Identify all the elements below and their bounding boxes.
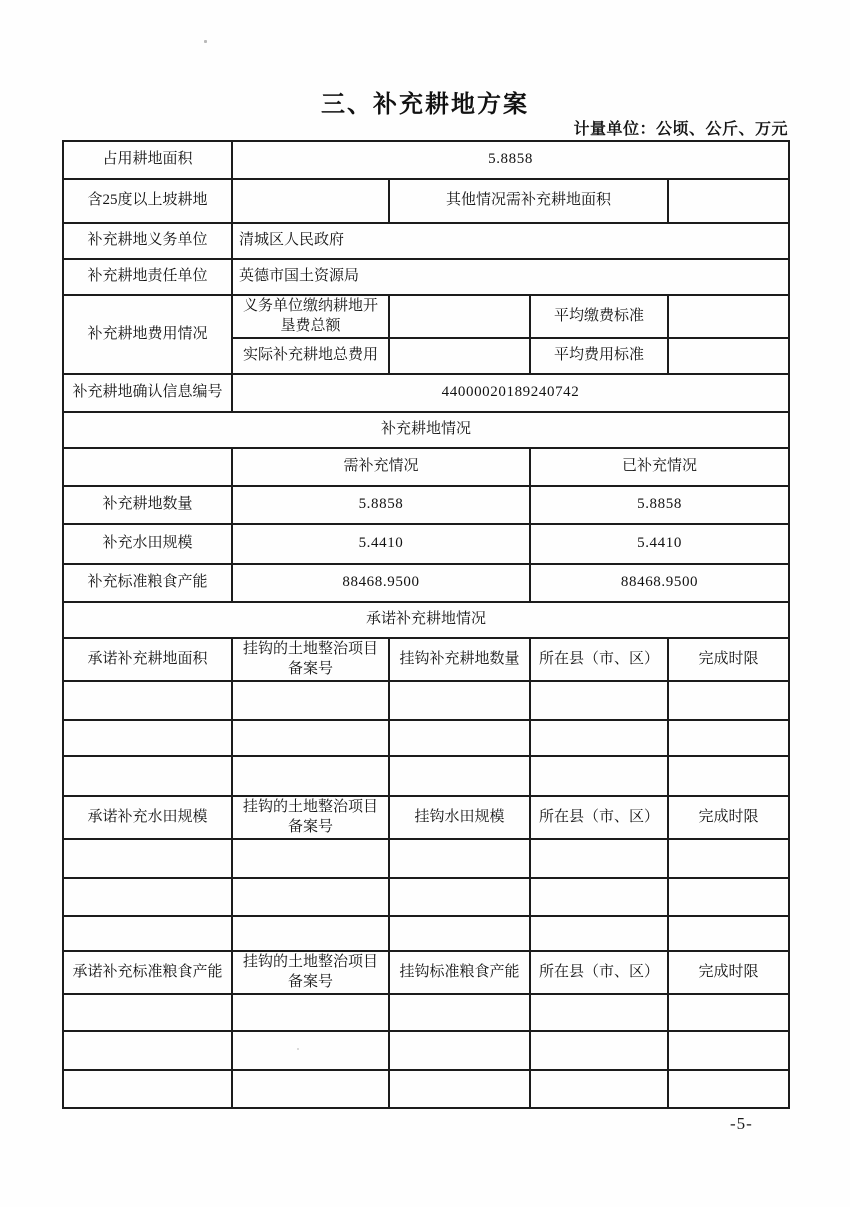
empty-cell — [530, 756, 668, 796]
empty-cell — [63, 756, 232, 796]
table-row — [63, 951, 789, 994]
fee-item-label: 实际补充耕地总费用 — [232, 338, 389, 374]
empty-cell — [530, 1031, 668, 1070]
commitment-column-header: 挂钩的土地整治项目备案号 — [232, 638, 389, 681]
commitment-column-header: 所在县（市、区） — [530, 638, 668, 681]
empty-cell — [63, 839, 232, 878]
empty-cell — [668, 756, 789, 796]
empty-cell — [63, 681, 232, 720]
supplement-row-label: 补充耕地数量 — [63, 486, 232, 524]
completed-value: 88468.9500 — [530, 564, 789, 602]
empty-cell — [389, 720, 530, 756]
commitment-column-header: 挂钩的土地整治项目备案号 — [232, 951, 389, 994]
scan-speck — [204, 40, 207, 43]
commitment-column-header: 完成时限 — [668, 951, 789, 994]
fee-item-value — [389, 295, 530, 338]
table-row — [63, 374, 789, 412]
responsibility-unit-label: 补充耕地责任单位 — [63, 259, 232, 295]
slope-land-label: 含25度以上坡耕地 — [63, 179, 232, 223]
needed-column-header: 需补充情况 — [232, 448, 530, 486]
empty-cell — [63, 448, 232, 486]
empty-cell — [668, 839, 789, 878]
needed-value: 5.8858 — [232, 486, 530, 524]
commitment-column-header: 挂钩水田规模 — [389, 796, 530, 839]
empty-cell — [389, 839, 530, 878]
occupied-area-value: 5.8858 — [232, 141, 789, 179]
commitment-section-header: 承诺补充耕地情况 — [63, 602, 789, 638]
empty-cell — [668, 878, 789, 916]
empty-cell — [668, 1070, 789, 1108]
table-row — [63, 756, 789, 796]
empty-cell — [668, 720, 789, 756]
table-row — [63, 259, 789, 295]
table-row — [63, 916, 789, 951]
other-supplement-value — [668, 179, 789, 223]
table-row — [63, 448, 789, 486]
table-row — [63, 564, 789, 602]
commitment-column-header: 挂钩补充耕地数量 — [389, 638, 530, 681]
table-row — [63, 796, 789, 839]
fee-standard-label: 平均缴费标准 — [530, 295, 668, 338]
table-row — [63, 602, 789, 638]
confirmation-number-value: 44000020189240742 — [232, 374, 789, 412]
commitment-column-header: 承诺补充标准粮食产能 — [63, 951, 232, 994]
fee-standard-label: 平均费用标准 — [530, 338, 668, 374]
completed-value: 5.8858 — [530, 486, 789, 524]
empty-cell — [232, 681, 389, 720]
empty-cell — [389, 1070, 530, 1108]
other-supplement-label: 其他情况需补充耕地面积 — [389, 179, 668, 223]
commitment-column-header: 所在县（市、区） — [530, 951, 668, 994]
empty-cell — [63, 1070, 232, 1108]
fee-standard-value — [668, 295, 789, 338]
empty-cell — [530, 1070, 668, 1108]
empty-cell — [389, 878, 530, 916]
empty-cell — [530, 878, 668, 916]
needed-value: 5.4410 — [232, 524, 530, 564]
empty-cell — [530, 839, 668, 878]
commitment-column-header: 所在县（市、区） — [530, 796, 668, 839]
fee-item-value — [389, 338, 530, 374]
needed-value: 88468.9500 — [232, 564, 530, 602]
commitment-column-header: 挂钩的土地整治项目备案号 — [232, 796, 389, 839]
commitment-column-header: 挂钩标准粮食产能 — [389, 951, 530, 994]
supplement-row-label: 补充水田规模 — [63, 524, 232, 564]
empty-cell — [63, 994, 232, 1031]
empty-cell — [389, 681, 530, 720]
table-row — [63, 1031, 789, 1070]
commitment-column-header: 完成时限 — [668, 796, 789, 839]
page-number: -5- — [730, 1114, 753, 1133]
table-row — [63, 141, 789, 179]
table-row — [63, 295, 789, 338]
empty-cell — [232, 720, 389, 756]
empty-cell — [668, 994, 789, 1031]
supplement-section-header: 补充耕地情况 — [63, 412, 789, 448]
table-row — [63, 839, 789, 878]
slope-land-value — [232, 179, 389, 223]
empty-cell — [668, 916, 789, 951]
empty-cell — [389, 994, 530, 1031]
empty-cell — [232, 839, 389, 878]
table-row — [63, 486, 789, 524]
empty-cell — [530, 681, 668, 720]
empty-cell — [389, 1031, 530, 1070]
table-row — [63, 720, 789, 756]
empty-cell — [232, 756, 389, 796]
empty-cell — [530, 720, 668, 756]
empty-cell — [63, 1031, 232, 1070]
obligation-unit-value: 清城区人民政府 — [232, 223, 789, 259]
table-row — [63, 681, 789, 720]
completed-value: 5.4410 — [530, 524, 789, 564]
commitment-column-header: 承诺补充水田规模 — [63, 796, 232, 839]
empty-cell — [389, 756, 530, 796]
commitment-column-header: 完成时限 — [668, 638, 789, 681]
empty-cell — [530, 916, 668, 951]
empty-cell — [232, 1031, 389, 1070]
empty-cell — [63, 916, 232, 951]
responsibility-unit-value: 英德市国土资源局 — [232, 259, 789, 295]
occupied-area-label: 占用耕地面积 — [63, 141, 232, 179]
commitment-column-header: 承诺补充耕地面积 — [63, 638, 232, 681]
fee-item-label: 义务单位缴纳耕地开垦费总额 — [232, 295, 389, 338]
empty-cell — [232, 994, 389, 1031]
completed-column-header: 已补充情况 — [530, 448, 789, 486]
table-row — [63, 524, 789, 564]
empty-cell — [668, 681, 789, 720]
empty-cell — [530, 994, 668, 1031]
fee-section-label: 补充耕地费用情况 — [63, 295, 232, 374]
confirmation-number-label: 补充耕地确认信息编号 — [63, 374, 232, 412]
empty-cell — [389, 916, 530, 951]
table-row — [63, 412, 789, 448]
table-row — [63, 1070, 789, 1108]
empty-cell — [63, 878, 232, 916]
table-row — [63, 223, 789, 259]
fee-standard-value — [668, 338, 789, 374]
supplement-row-label: 补充标准粮食产能 — [63, 564, 232, 602]
supplement-plan-table — [62, 140, 790, 1109]
obligation-unit-label: 补充耕地义务单位 — [63, 223, 232, 259]
empty-cell — [232, 1070, 389, 1108]
empty-cell — [232, 878, 389, 916]
table-row — [63, 179, 789, 223]
empty-cell — [63, 720, 232, 756]
table-row — [63, 638, 789, 681]
empty-cell — [668, 1031, 789, 1070]
unit-note: 计量单位：公顷、公斤、万元 — [573, 121, 788, 138]
table-row — [63, 994, 789, 1031]
table-row — [63, 878, 789, 916]
empty-cell — [232, 916, 389, 951]
page-title: 三、补充耕地方案 — [321, 91, 529, 118]
